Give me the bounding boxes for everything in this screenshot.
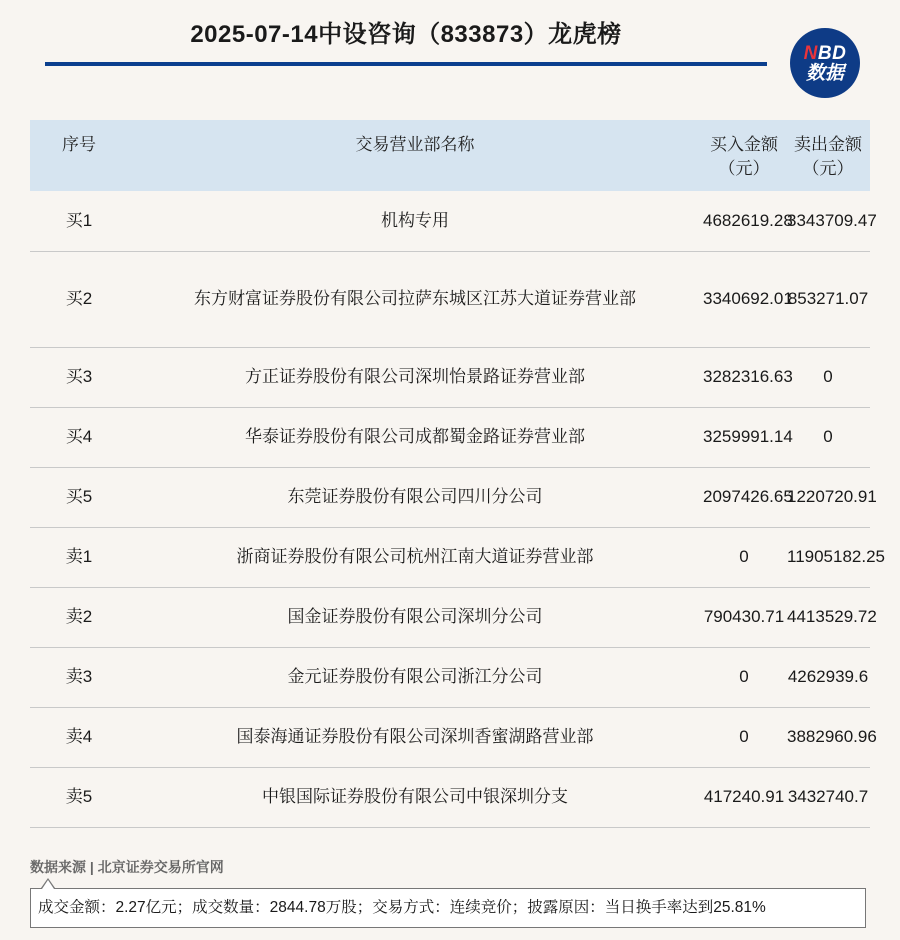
row-rank: 买4 <box>30 407 128 467</box>
table-row <box>30 347 870 407</box>
row-rank: 买1 <box>30 191 128 251</box>
row-sell-amount: 0 <box>786 347 870 407</box>
nbd-logo <box>790 28 860 98</box>
row-rank: 卖2 <box>30 587 128 647</box>
row-buy-amount: 0 <box>702 527 786 587</box>
logo-line-1-text: BD <box>817 42 847 64</box>
row-sell-amount: 3432740.7 <box>786 767 870 827</box>
row-branch: 中银国际证券股份有限公司中银深圳分支 <box>128 767 702 827</box>
row-buy-amount: 0 <box>702 707 786 767</box>
col-header-sell-unit: （元） <box>802 159 854 178</box>
row-branch: 国金证券股份有限公司深圳分公司 <box>128 587 702 647</box>
row-rank: 买2 <box>30 251 128 347</box>
col-header-buy-unit: （元） <box>718 159 770 178</box>
table-row <box>30 647 870 707</box>
trade-summary-note: 成交金额：2.27亿元；成交数量：2844.78万股；交易方式：连续竞价；披露原因：当日换手率达到25.81% <box>30 888 866 928</box>
table-row <box>30 587 870 647</box>
dragon-tiger-table <box>30 120 886 828</box>
row-rank: 卖4 <box>30 707 128 767</box>
row-buy-amount: 3282316.63 <box>702 347 786 407</box>
table-row <box>30 191 870 251</box>
data-source-label: 数据来源 | 北京证券交易所官网 <box>30 859 224 875</box>
row-buy-amount: 3259991.14 <box>702 407 786 467</box>
row-branch: 国泰海通证券股份有限公司深圳香蜜湖路营业部 <box>128 707 702 767</box>
row-rank: 卖5 <box>30 767 128 827</box>
table-row <box>30 527 870 587</box>
row-branch: 机构专用 <box>128 191 702 251</box>
row-buy-amount: 3340692.01 <box>702 251 786 347</box>
table-header-row <box>30 120 870 191</box>
row-branch: 浙商证券股份有限公司杭州江南大道证券营业部 <box>128 527 702 587</box>
table-row <box>30 467 870 527</box>
col-header-buy-label: 买入金额 <box>710 135 778 154</box>
col-header-branch: 交易营业部名称 <box>355 135 475 154</box>
row-sell-amount: 1220720.91 <box>786 467 870 527</box>
row-rank: 卖1 <box>30 527 128 587</box>
logo-accent-letter: N <box>803 42 818 64</box>
row-sell-amount: 4413529.72 <box>786 587 870 647</box>
title-underline <box>45 62 767 66</box>
row-buy-amount: 790430.71 <box>702 587 786 647</box>
row-sell-amount: 4262939.6 <box>786 647 870 707</box>
row-sell-amount: 0 <box>786 407 870 467</box>
row-branch: 东莞证券股份有限公司四川分公司 <box>128 467 702 527</box>
row-sell-amount: 853271.07 <box>786 251 870 347</box>
row-sell-amount: 11905182.25 <box>786 527 870 587</box>
row-sell-amount: 3343709.47 <box>786 191 870 251</box>
table-row <box>30 407 870 467</box>
logo-line-1 <box>804 44 847 63</box>
table-row <box>30 767 870 827</box>
row-branch: 华泰证券股份有限公司成都蜀金路证券营业部 <box>128 407 702 467</box>
row-sell-amount: 3882960.96 <box>786 707 870 767</box>
col-header-buy <box>702 120 786 191</box>
col-header-rank: 序号 <box>62 135 96 154</box>
row-rank: 买3 <box>30 347 128 407</box>
row-rank: 买5 <box>30 467 128 527</box>
table-row <box>30 707 870 767</box>
row-branch: 金元证券股份有限公司浙江分公司 <box>128 647 702 707</box>
row-branch: 方正证券股份有限公司深圳怡景路证券营业部 <box>128 347 702 407</box>
row-buy-amount: 2097426.65 <box>702 467 786 527</box>
col-header-sell <box>786 120 870 191</box>
table-row <box>30 251 870 347</box>
page-title: 2025-07-14中设咨询（833873）龙虎榜 <box>190 21 622 48</box>
row-rank: 卖3 <box>30 647 128 707</box>
row-buy-amount: 4682619.28 <box>702 191 786 251</box>
logo-line-2: 数据 <box>805 62 844 84</box>
row-buy-amount: 0 <box>702 647 786 707</box>
row-buy-amount: 417240.91 <box>702 767 786 827</box>
callout-pointer-fill <box>42 880 54 889</box>
row-branch: 东方财富证券股份有限公司拉萨东城区江苏大道证券营业部 <box>128 251 702 347</box>
col-header-sell-label: 卖出金额 <box>794 135 862 154</box>
